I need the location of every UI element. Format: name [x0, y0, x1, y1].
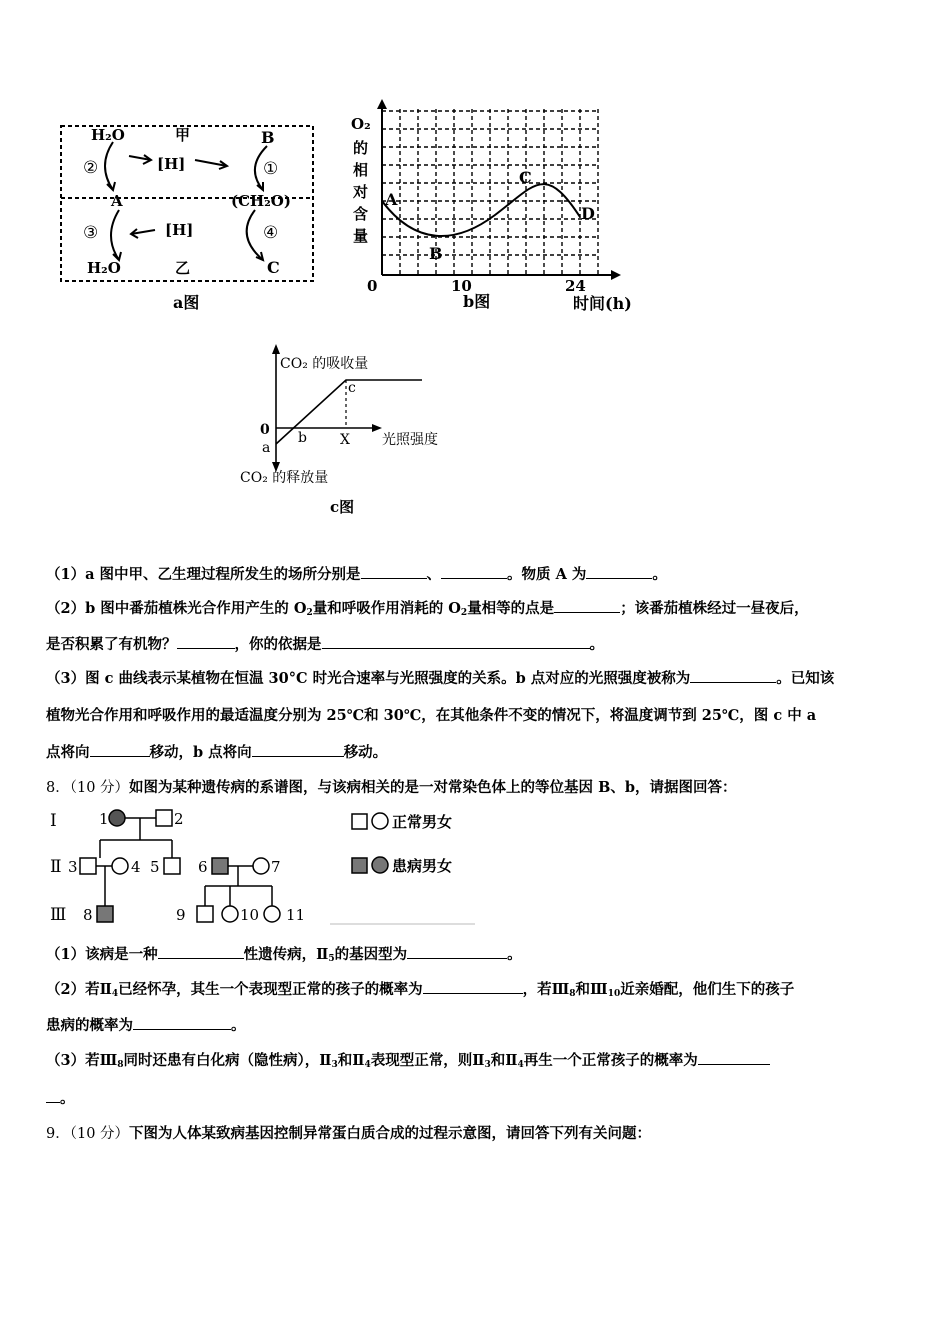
- figure-b-grid: [382, 109, 598, 275]
- point-A: A: [385, 190, 398, 209]
- label-h-top: [H]: [157, 155, 186, 173]
- q8-p2-text-f: 患病的概率为: [46, 1017, 133, 1034]
- q8-p3-text-a: （3）若Ⅲ: [46, 1052, 118, 1069]
- q7-p2-text-g: 。: [589, 636, 604, 653]
- gen-3-label: Ⅲ: [50, 905, 67, 925]
- q8-blank-5-cont[interactable]: [46, 1088, 60, 1103]
- q8-p2-text-e: 近亲婚配，他们生下的孩子: [620, 981, 795, 998]
- q8-p3-text-c: 和Ⅱ: [337, 1052, 365, 1069]
- q7-blank-4[interactable]: [554, 598, 620, 613]
- q7-p2-text-c: 量相等的点是: [467, 600, 555, 617]
- q9-stem-text: 下图为人体某致病基因控制异常蛋白质合成的过程示意图，请回答下列有关问题：: [129, 1125, 652, 1142]
- q9-stem: [46, 1122, 651, 1143]
- q7-part3-line3: [46, 741, 387, 762]
- q8-part2-line2: [46, 1014, 246, 1035]
- q8-p2-sub-4: 4: [111, 989, 119, 999]
- o2-curve: [382, 184, 580, 236]
- q7-part3-line1: [46, 667, 834, 688]
- figure-c: [230, 340, 470, 525]
- num-7: 7: [271, 858, 281, 876]
- q8-p2-sub-10: 10: [607, 989, 621, 999]
- q7-p2-sub-b: 2: [460, 608, 468, 618]
- q7-p1-text-b: 、: [426, 566, 442, 583]
- q7-part3-line2: [46, 704, 816, 725]
- num-3: 3: [68, 858, 78, 876]
- q8-p2-sub-8: 8: [569, 989, 576, 999]
- num-1: 1: [99, 810, 109, 828]
- individual-1: [109, 810, 125, 826]
- legend-affected-label: 患病男女: [392, 857, 453, 875]
- figure-b-y-arrow: [377, 99, 387, 109]
- individual-8: [97, 906, 113, 922]
- q8-p3-text-f: 再生一个正常孩子的概率为: [523, 1052, 698, 1069]
- figure-a: [55, 118, 325, 318]
- num-4: 4: [131, 858, 141, 876]
- q7-p2-sub-a: 2: [306, 608, 313, 618]
- q7-blank-8[interactable]: [90, 742, 150, 757]
- label-yi: 乙: [175, 259, 191, 277]
- figure-b: [345, 95, 655, 325]
- label-X: X: [340, 432, 350, 448]
- individual-10: [222, 906, 238, 922]
- individual-7: [253, 858, 269, 874]
- individual-2: [156, 810, 172, 826]
- num-5: 5: [150, 858, 160, 876]
- q7-p3-text-c: 植物光合作用和呼吸作用的最适温度分别为 25℃和 30℃，在其他条件不变的情况下，将温度调节到 25℃，图 c 中 a: [46, 707, 817, 724]
- q8-part2-line1: [46, 978, 794, 999]
- q7-p2-text-e: 是否积累了有机物？: [46, 636, 177, 653]
- y-label-2: 相: [353, 161, 369, 179]
- q8-p1-text-c: 的基因型为: [334, 946, 408, 963]
- label-A: A: [111, 192, 123, 210]
- q7-part2-line2: [46, 633, 604, 654]
- q7-p1-text-d: 。: [652, 566, 667, 583]
- q8-number: 8．（10 分）: [46, 780, 130, 796]
- q8-blank-2[interactable]: [407, 944, 507, 959]
- y-label-5: 量: [353, 227, 369, 245]
- label-a: a: [262, 440, 271, 456]
- figure-b-x-arrow: [611, 270, 621, 280]
- q7-p2-text-a: （2）b 图中番茄植株光合作用产生的 O: [46, 600, 307, 617]
- label-step-2: ②: [83, 158, 99, 178]
- num-10: 10: [240, 906, 260, 924]
- gen-1-label: Ⅰ: [50, 811, 57, 831]
- individual-11: [264, 906, 280, 922]
- q8-p3-sub-3b: 3: [484, 1060, 491, 1070]
- point-D: D: [581, 204, 595, 223]
- q8-p3-text-b: 同时还患有白化病（隐性病），Ⅱ: [123, 1052, 332, 1069]
- point-B: B: [429, 244, 443, 263]
- q8-part3-line2: [46, 1087, 75, 1108]
- q8-p1-text-d: 。: [507, 946, 522, 963]
- q7-blank-5[interactable]: [177, 634, 235, 649]
- q8-p2-text-b: 已经怀孕，其生一个表现型正常的孩子的概率为: [118, 981, 423, 998]
- q7-blank-7[interactable]: [690, 668, 776, 683]
- q8-p2-text-d: 和Ⅲ: [575, 981, 608, 998]
- y-label-absorb: CO₂ 的吸收量: [280, 356, 369, 372]
- pedigree-chart: [40, 800, 490, 935]
- q8-p1-sub: 5: [328, 954, 335, 964]
- y-label-4: 含: [353, 205, 369, 223]
- q7-p3-text-e: 移动，b 点将向: [149, 744, 252, 761]
- label-h2o-top: H₂O: [91, 126, 125, 144]
- q8-part1: [46, 943, 522, 964]
- label-jia: 甲: [175, 126, 191, 144]
- figure-a-caption: a图: [173, 293, 200, 312]
- figure-b-caption: b图: [463, 292, 491, 311]
- figure-c-caption: c图: [330, 498, 355, 516]
- q7-p3-text-b: 。已知该: [776, 670, 835, 687]
- q8-blank-4[interactable]: [133, 1015, 231, 1030]
- q8-p1-text-a: （1）该病是一种: [46, 946, 158, 963]
- label-ch2o: (CH₂O): [231, 192, 291, 210]
- point-C: C: [519, 168, 532, 187]
- q8-p3-text-g: 。: [60, 1090, 75, 1107]
- legend-normal-label: 正常男女: [392, 813, 453, 831]
- figure-c-x-arrow: [372, 424, 382, 432]
- q8-p3-text-e: 和Ⅱ: [490, 1052, 518, 1069]
- q8-p3-sub-3a: 3: [331, 1060, 338, 1070]
- individual-6: [212, 858, 228, 874]
- num-6: 6: [198, 858, 208, 876]
- q7-p2-text-b: 量和呼吸作用消耗的 O: [312, 600, 461, 617]
- q7-p2-text-f: ，你的依据是: [234, 636, 322, 653]
- label-zero: 0: [260, 422, 270, 438]
- gen-2-label: Ⅱ: [50, 857, 62, 877]
- tick-10: 10: [451, 277, 472, 295]
- q8-part3-line1: [46, 1049, 770, 1070]
- num-2: 2: [174, 810, 184, 828]
- y-label-release: CO₂ 的释放量: [240, 470, 329, 486]
- q7-p3-text-a: （3）图 c 曲线表示某植物在恒温 30°C 时光合速率与光照强度的关系。b 点对应的光照强度被称为: [46, 670, 691, 687]
- label-c: c: [348, 380, 356, 396]
- q7-part1: [46, 563, 667, 584]
- label-C: C: [267, 258, 280, 277]
- num-8: 8: [83, 906, 93, 924]
- q8-p1-text-b: 性遗传病，Ⅱ: [243, 946, 329, 963]
- label-step-4: ④: [263, 223, 279, 243]
- label-step-3: ③: [83, 223, 99, 243]
- individual-9: [197, 906, 213, 922]
- x-label-light: 光照强度: [382, 432, 438, 448]
- q8-stem-text: 如图为某种遗传病的系谱图，与该病相关的是一对常染色体上的等位基因 B、b，请据图回答：: [129, 779, 737, 796]
- q7-blank-3[interactable]: [586, 564, 652, 579]
- q7-p1-text-a: （1）a 图中甲、乙生理过程所发生的场所分别是: [46, 566, 361, 583]
- figure-c-y-arrow-up: [272, 344, 280, 354]
- q8-p3-text-d: 表现型正常，则Ⅱ: [370, 1052, 485, 1069]
- q8-p2-text-g: 。: [231, 1017, 246, 1034]
- q7-blank-6[interactable]: [322, 634, 590, 649]
- q7-part2-line1: [46, 597, 809, 618]
- q7-p3-text-f: 移动。: [343, 744, 388, 761]
- num-11: 11: [286, 906, 306, 924]
- individual-4: [112, 858, 128, 874]
- label-h2o-bottom: H₂O: [87, 259, 121, 277]
- q8-p2-text-a: （2）若Ⅱ: [46, 981, 112, 998]
- num-9: 9: [176, 906, 186, 924]
- q7-blank-1[interactable]: [361, 564, 427, 579]
- tick-0: 0: [367, 277, 378, 295]
- legend-normal-female: [372, 813, 388, 829]
- individual-3: [80, 858, 96, 874]
- q8-p3-sub-8: 8: [117, 1060, 124, 1070]
- q8-blank-5[interactable]: [698, 1050, 770, 1065]
- label-step-1: ①: [263, 159, 279, 179]
- q7-blank-9[interactable]: [252, 742, 344, 757]
- y-label-0: O₂: [351, 115, 371, 133]
- legend-normal-male: [352, 814, 367, 829]
- tick-24: 24: [565, 277, 586, 295]
- q8-p3-sub-4b: 4: [517, 1060, 524, 1070]
- y-label-1: 的: [353, 139, 369, 157]
- q7-blank-2[interactable]: [441, 564, 507, 579]
- q8-p3-sub-4a: 4: [364, 1060, 371, 1070]
- q7-p2-text-d: ；该番茄植株经过一昼夜后，: [620, 600, 809, 617]
- legend-affected-female: [372, 857, 388, 873]
- y-label-3: 对: [353, 183, 369, 201]
- q8-blank-1[interactable]: [158, 944, 244, 959]
- label-h-bottom: [H]: [165, 221, 194, 239]
- q7-p1-text-c: 。物质 A 为: [507, 566, 587, 583]
- q8-blank-3[interactable]: [423, 979, 523, 994]
- q8-stem: [46, 776, 737, 797]
- q7-p3-text-d: 点将向: [46, 744, 90, 761]
- label-b: b: [298, 430, 307, 446]
- individual-5: [164, 858, 180, 874]
- q9-number: 9．（10 分）: [46, 1126, 130, 1142]
- label-B: B: [261, 128, 275, 147]
- q8-p2-text-c: ，若Ⅲ: [522, 981, 570, 998]
- x-label-time: 时间(h): [573, 294, 632, 313]
- legend-affected-male: [352, 858, 367, 873]
